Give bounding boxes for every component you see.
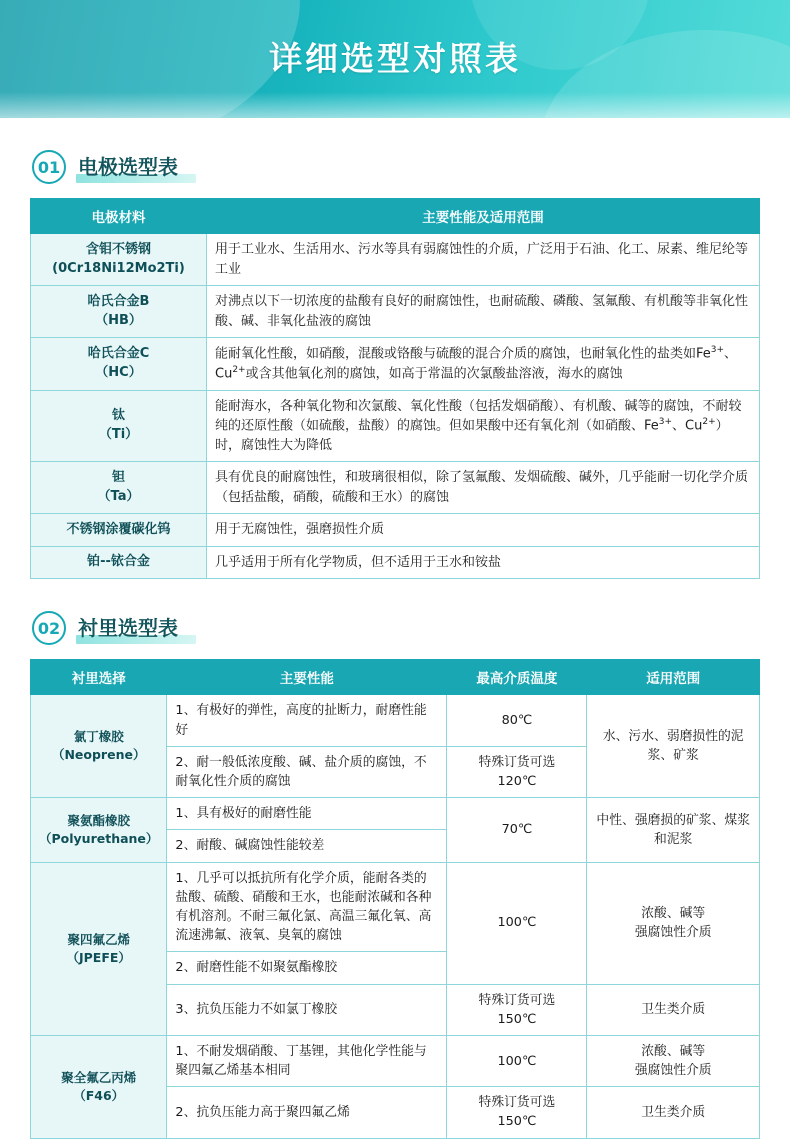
table-header-row — [31, 199, 760, 234]
cell-max-temp: 100℃ — [447, 862, 587, 984]
section-heading-lining — [32, 611, 760, 645]
cell-material: 铂--铱合金 — [31, 546, 207, 579]
section-electrode — [0, 150, 790, 579]
column-header-performance: 主要性能及适用范围 — [207, 199, 760, 234]
cell-description: 用于无腐蚀性，强磨损性介质 — [207, 514, 760, 547]
cell-material: 哈氏合金C （HC） — [31, 338, 207, 391]
column-header-material: 电极材料 — [31, 199, 207, 234]
cell-scope: 卫生类介质 — [587, 1087, 760, 1138]
table-row — [31, 234, 760, 286]
cell-max-temp: 70℃ — [447, 798, 587, 862]
section-number-badge: 01 — [32, 150, 66, 184]
table-row — [31, 1035, 760, 1086]
column-header-lining: 衬里选择 — [31, 660, 167, 695]
cell-performance: 2、耐磨性能不如聚氨酯橡胶 — [167, 952, 447, 984]
column-header-scope: 适用范围 — [587, 660, 760, 695]
column-header-performance: 主要性能 — [167, 660, 447, 695]
section-title: 衬里选型表 — [78, 616, 178, 641]
cell-lining: 氯丁橡胶 （Neoprene） — [31, 695, 167, 798]
cell-performance: 1、几乎可以抵抗所有化学介质，能耐各类的盐酸、硫酸、硝酸和王水，也能耐浓碱和各种有机溶剂。不耐三氟化氯、高温三氟化氧、高流速沸氟、液氧、臭氧的腐蚀 — [167, 862, 447, 952]
cell-material: 哈氏合金B （HB） — [31, 286, 207, 338]
cell-material: 钛 （Ti） — [31, 390, 207, 462]
cell-material: 钽 （Ta） — [31, 462, 207, 514]
cell-description: 能耐氧化性酸，如硝酸，混酸或铬酸与硫酸的混合介质的腐蚀，也耐氧化性的盐类如$Fe^{3+}$、$Cu^{2+}$或含其他氧化剂的腐蚀，如高于常温的次氯酸盐溶液，海水的腐蚀 — [207, 338, 760, 391]
table-row — [31, 390, 760, 462]
cell-scope: 水、污水、弱磨损性的泥浆、矿浆 — [587, 695, 760, 798]
column-header-max-temp: 最高介质温度 — [447, 660, 587, 695]
cell-material: 含钼不锈钢 (0Cr18Ni12Mo2Ti) — [31, 234, 207, 286]
cell-description: 能耐海水，各种氧化物和次氯酸、氧化性酸（包括发烟硝酸）、有机酸、碱等的腐蚀，不耐较纯的还原性酸（如硫酸，盐酸）的腐蚀。但如果酸中还有氧化剂（如硝酸、$Fe^{3+}$、$Cu^{2+}$）时，腐蚀性大为降低 — [207, 390, 760, 462]
table-row — [31, 798, 760, 830]
cell-scope: 中性、强磨损的矿浆、煤浆和泥浆 — [587, 798, 760, 862]
cell-performance: 2、耐酸、碱腐蚀性能较差 — [167, 830, 447, 862]
cell-max-temp: 80℃ — [447, 695, 587, 746]
table-row — [31, 514, 760, 547]
cell-material: 不锈钢涂覆碳化钨 — [31, 514, 207, 547]
table-row — [31, 338, 760, 391]
page-title: 详细选型对照表 — [269, 39, 521, 78]
cell-max-temp: 特殊订货可选 150℃ — [447, 1087, 587, 1138]
cell-performance: 1、具有极好的耐磨性能 — [167, 798, 447, 830]
cell-lining: 聚全氟乙丙烯 （F46） — [31, 1035, 167, 1138]
table-row — [31, 286, 760, 338]
cell-performance: 2、耐一般低浓度酸、碱、盐介质的腐蚀，不耐氧化性介质的腐蚀 — [167, 746, 447, 797]
page-banner — [0, 0, 790, 118]
section-title: 电极选型表 — [78, 155, 178, 179]
cell-lining: 聚四氟乙烯 （JPEFE） — [31, 862, 167, 1035]
table-row — [31, 695, 760, 746]
section-number-badge: 02 — [32, 611, 66, 645]
electrode-selection-table — [30, 198, 760, 579]
cell-scope: 浓酸、碱等 强腐蚀性介质 — [587, 1035, 760, 1086]
cell-max-temp: 特殊订货可选 150℃ — [447, 984, 587, 1035]
section-heading-electrode — [32, 150, 760, 184]
cell-description: 几乎适用于所有化学物质，但不适用于王水和铵盐 — [207, 546, 760, 579]
table-row — [31, 862, 760, 952]
table-row — [31, 462, 760, 514]
cell-scope: 浓酸、碱等 强腐蚀性介质 — [587, 862, 760, 984]
cell-max-temp: 100℃ — [447, 1035, 587, 1086]
cell-lining: 聚氨酯橡胶 （Polyurethane） — [31, 798, 167, 862]
cell-description: 用于工业水、生活用水、污水等具有弱腐蚀性的介质，广泛用于石油、化工、尿素、维尼纶等工业 — [207, 234, 760, 286]
table-header-row — [31, 660, 760, 695]
table-row — [31, 546, 760, 579]
cell-performance: 3、抗负压能力不如氯丁橡胶 — [167, 984, 447, 1035]
cell-scope: 卫生类介质 — [587, 984, 760, 1035]
lining-selection-table — [30, 659, 760, 1138]
cell-performance: 2、抗负压能力高于聚四氟乙烯 — [167, 1087, 447, 1138]
cell-performance: 1、不耐发烟硝酸、丁基锂，其他化学性能与聚四氟乙烯基本相同 — [167, 1035, 447, 1086]
cell-performance: 1、有极好的弹性，高度的扯断力，耐磨性能好 — [167, 695, 447, 746]
cell-description: 具有优良的耐腐蚀性，和玻璃很相似，除了氢氟酸、发烟硫酸、碱外，几乎能耐一切化学介质（包括盐酸，硝酸，硫酸和王水）的腐蚀 — [207, 462, 760, 514]
cell-max-temp: 特殊订货可选 120℃ — [447, 746, 587, 797]
cell-description: 对沸点以下一切浓度的盐酸有良好的耐腐蚀性，也耐硫酸、磷酸、氢氟酸、有机酸等非氧化性酸、碱、非氧化盐液的腐蚀 — [207, 286, 760, 338]
